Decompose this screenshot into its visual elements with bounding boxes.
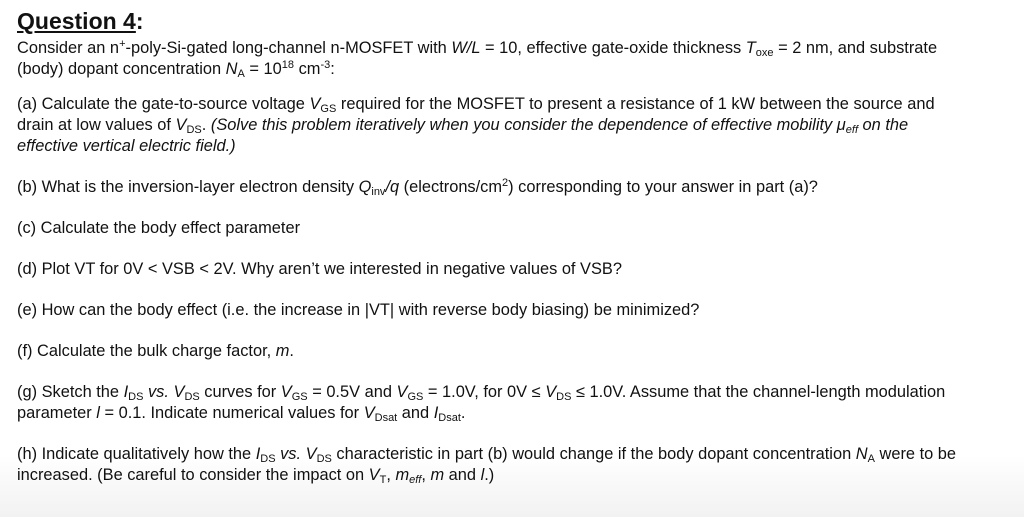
part-text: (b) What is the inversion-layer electron density	[17, 178, 359, 196]
part-text: = 1.0V, for 0V ≤	[423, 383, 546, 401]
part-text: required for the MOSFET to present a resistance of 1 kW between the source and	[336, 95, 935, 113]
part-sub: DS	[184, 391, 200, 403]
part-a	[17, 94, 1010, 157]
part-text: (g) Sketch the	[17, 383, 124, 401]
part-var: V	[396, 383, 408, 401]
part-sub: inv	[371, 186, 386, 198]
part-text: = 0.5V and	[307, 383, 397, 401]
part-var: V	[368, 466, 380, 484]
part-e: (e) How can the body effect (i.e. the increase in |VT| with reverse body biasing) be minimized?	[17, 301, 700, 319]
intro-text: = 2 nm, and substrate	[773, 39, 938, 57]
part-var: V	[309, 95, 321, 113]
intro-text: -poly-Si-gated long-channel n-MOSFET with	[125, 39, 452, 57]
intro-sup: +	[119, 38, 126, 50]
intro-sub: A	[237, 68, 245, 80]
intro-text: = 10	[244, 60, 282, 78]
intro-text: cm	[294, 60, 321, 78]
part-italic-text: on the	[858, 116, 909, 134]
part-sub: DS	[556, 391, 572, 403]
intro-text: :	[330, 60, 335, 78]
part-var: vs.	[143, 383, 174, 401]
part-b	[17, 177, 1010, 198]
part-text: parameter	[17, 404, 97, 422]
part-sub: GS	[291, 391, 308, 403]
part-var: μ	[836, 116, 846, 134]
part-a-line-3: effective vertical electric field.)	[17, 137, 236, 155]
part-text: ≤ 1.0V. Assume that the channel-length modulation	[571, 383, 946, 401]
part-sub: GS	[407, 391, 424, 403]
part-text: (a) Calculate the gate-to-source voltage	[17, 95, 310, 113]
part-sub: eff	[409, 474, 422, 486]
intro-text: = 10, effective gate-oxide thickness	[480, 39, 746, 57]
part-sub: GS	[320, 103, 337, 115]
part-f	[17, 341, 1010, 362]
part-text: .	[201, 116, 211, 134]
part-text: ) corresponding to your answer in part (a)?	[508, 178, 818, 196]
part-sub: Dsat	[438, 412, 461, 424]
part-var: V	[363, 404, 375, 422]
part-text: .)	[484, 466, 495, 484]
question-title	[17, 6, 1010, 36]
title-label: Question 4	[17, 8, 136, 34]
part-text: characteristic in part (b) would change if the body dopant concentration	[331, 445, 856, 463]
intro-text: (body) dopant concentration	[17, 60, 226, 78]
part-c: (c) Calculate the body effect parameter	[17, 219, 301, 237]
intro-var: W/L	[451, 39, 481, 57]
intro-text: Consider an n	[17, 39, 120, 57]
part-var: V	[545, 383, 557, 401]
part-var: I	[123, 383, 129, 401]
part-sub: DS	[128, 391, 144, 403]
part-italic-text: (Solve this problem iteratively when you consider the dependence of effective mobility	[210, 116, 837, 134]
part-var: l	[96, 404, 100, 422]
part-var: V	[305, 445, 317, 463]
part-d: (d) Plot VT for 0V < VSB < 2V. Why aren’t we interested in negative values of VSB?	[17, 260, 622, 278]
intro-sup: -3	[320, 59, 331, 71]
part-text: increased. (Be careful to consider the impact on	[17, 466, 369, 484]
part-var: m	[275, 342, 290, 360]
intro-line-1	[17, 38, 1010, 59]
part-sub: DS	[316, 453, 332, 465]
part-sub: T	[379, 474, 387, 486]
part-sub: DS	[186, 124, 202, 136]
part-g	[17, 382, 1010, 424]
part-a-line-1	[17, 94, 1010, 115]
part-g-line-2	[17, 403, 1010, 424]
intro-var: N	[225, 60, 238, 78]
part-text: curves for	[199, 383, 281, 401]
intro-sub: oxe	[755, 47, 774, 59]
part-text: ,	[421, 466, 431, 484]
part-var: l	[480, 466, 485, 484]
part-text: and	[397, 404, 434, 422]
part-a-line-2	[17, 115, 1010, 136]
part-h-line-2	[17, 465, 1010, 486]
part-var: /q	[385, 178, 400, 196]
intro-line-2	[17, 59, 1010, 80]
intro-var: T	[745, 39, 756, 57]
part-text: (electrons/cm	[399, 178, 503, 196]
part-var: V	[175, 116, 187, 134]
part-var: I	[433, 404, 439, 422]
part-sub: DS	[260, 453, 276, 465]
part-var: Q	[358, 178, 372, 196]
part-var: m	[395, 466, 410, 484]
part-sub: eff	[845, 124, 858, 136]
part-text: .	[460, 404, 466, 422]
part-g-line-1	[17, 382, 1010, 403]
part-var: V	[280, 383, 292, 401]
part-text: (f) Calculate the bulk charge factor,	[17, 342, 276, 360]
part-var: I	[255, 445, 261, 463]
part-sup: 2	[502, 177, 509, 189]
part-var: m	[430, 466, 445, 484]
part-sub: Dsat	[374, 412, 398, 424]
part-sub: A	[867, 453, 875, 465]
part-var: N	[855, 445, 868, 463]
intro-sup: 18	[281, 59, 295, 71]
part-var: vs.	[275, 445, 306, 463]
part-text: .	[289, 342, 294, 360]
part-text: = 0.1. Indicate numerical values for	[99, 404, 364, 422]
part-var: V	[173, 383, 185, 401]
part-text: and	[444, 466, 481, 484]
part-text: drain at low values of	[17, 116, 176, 134]
title-colon: :	[135, 8, 144, 34]
problem-intro	[17, 38, 1010, 80]
part-text: were to be	[874, 445, 957, 463]
part-h-line-1	[17, 444, 1010, 465]
part-h	[17, 444, 1010, 486]
part-text: ,	[386, 466, 396, 484]
part-text: (h) Indicate qualitatively how the	[17, 445, 256, 463]
